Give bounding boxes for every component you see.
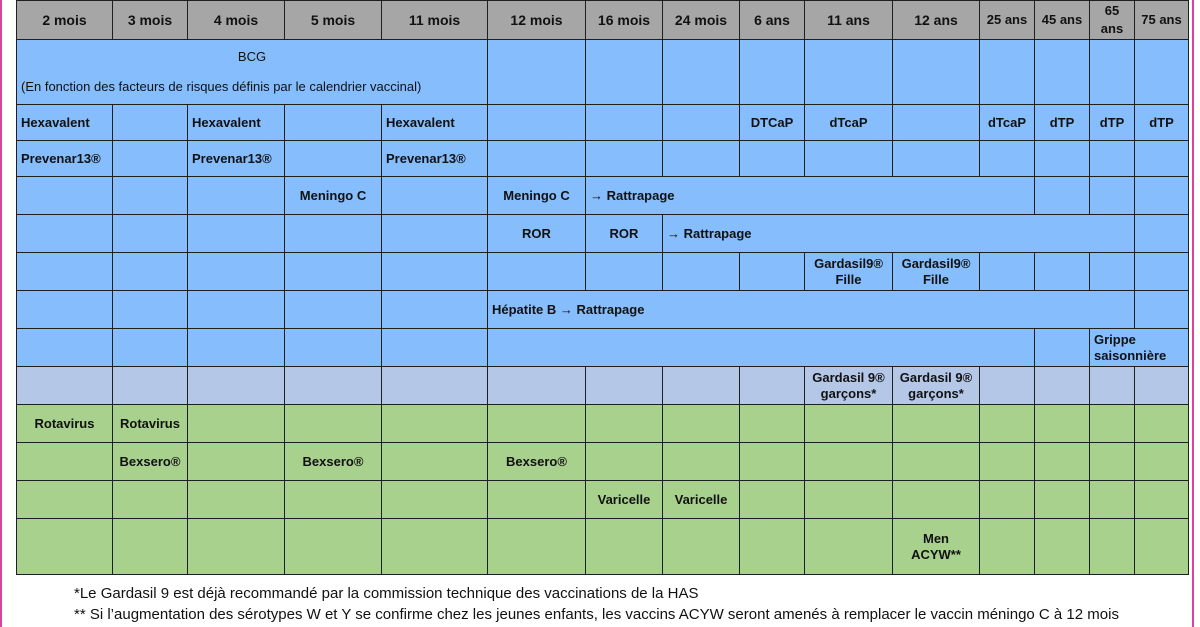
cell [980, 481, 1035, 519]
cell [1135, 141, 1189, 177]
col-header: 12 ans [893, 1, 980, 40]
col-header: 45 ans [1035, 1, 1090, 40]
row-ror [17, 215, 1189, 253]
hepatite-b-catchup: Hépatite B → Rattrapage [488, 291, 1135, 329]
cell [1090, 443, 1135, 481]
cell [188, 177, 285, 215]
cell [285, 405, 382, 443]
cell [17, 329, 113, 367]
row-varicelle [17, 481, 1189, 519]
cell [382, 253, 488, 291]
dtcap-25a: dTcaP [980, 105, 1035, 141]
cell [663, 253, 740, 291]
cell [382, 215, 488, 253]
footnote-2: ** Si l’augmentation des sérotypes W et Y se confirme chez les jeunes enfants, les vaccins ACYW seront amenés à remplacer le vaccin méningo C à 12 mois [74, 606, 1119, 623]
cell [382, 177, 488, 215]
cell [285, 329, 382, 367]
cell [586, 367, 663, 405]
gardasil-target: garçons* [820, 385, 877, 401]
cell [586, 443, 663, 481]
cell [893, 405, 980, 443]
row-men-acyw [17, 519, 1189, 575]
cell [1035, 367, 1090, 405]
cell [1090, 519, 1135, 575]
cell [740, 443, 805, 481]
cell [285, 253, 382, 291]
cell [488, 141, 586, 177]
grippe-line1: Grippe [1094, 331, 1136, 347]
cell [805, 481, 893, 519]
men-line2: ACYW** [911, 546, 961, 562]
cell [1135, 215, 1189, 253]
cell [188, 215, 285, 253]
cell [1035, 40, 1090, 105]
footnotes [74, 583, 1119, 625]
cell [663, 367, 740, 405]
cell [382, 367, 488, 405]
cell [17, 291, 113, 329]
cell [488, 105, 586, 141]
cell [1135, 443, 1189, 481]
hexavalent-11m: Hexavalent [382, 105, 488, 141]
gardasil-name: Gardasil 9® [812, 369, 885, 385]
gardasil-garcons-12a [893, 367, 980, 405]
row-rotavirus [17, 405, 1189, 443]
row-grippe [17, 329, 1189, 367]
cell [1035, 443, 1090, 481]
cell [980, 519, 1035, 575]
cell [488, 40, 586, 105]
cell [382, 329, 488, 367]
cell [17, 177, 113, 215]
cell [805, 519, 893, 575]
gardasil-name: Gardasil9® [814, 255, 883, 271]
cell [488, 367, 586, 405]
cell [663, 519, 740, 575]
cell [586, 105, 663, 141]
cell [586, 141, 663, 177]
bexsero-3m: Bexsero® [113, 443, 188, 481]
cell [1135, 367, 1189, 405]
col-header: 11 mois [382, 1, 488, 40]
cell [805, 405, 893, 443]
cell [1035, 405, 1090, 443]
cell [188, 253, 285, 291]
cell [1090, 481, 1135, 519]
cell [663, 443, 740, 481]
rotavirus-2m: Rotavirus [17, 405, 113, 443]
bexsero-12m: Bexsero® [488, 443, 586, 481]
cell [805, 141, 893, 177]
col-header: 5 mois [285, 1, 382, 40]
dtp-45a: dTP [1035, 105, 1090, 141]
bcg-note: (En fonction des facteurs de risques définis par le calendrier vaccinal) [21, 79, 422, 94]
cell [17, 215, 113, 253]
cell [113, 329, 188, 367]
row-gardasil-garcons [17, 367, 1189, 405]
cell [805, 40, 893, 105]
hexavalent-2m: Hexavalent [17, 105, 113, 141]
cell [893, 443, 980, 481]
grippe-line2: saisonnière [1094, 347, 1167, 363]
col-header: 25 ans [980, 1, 1035, 40]
cell [1090, 367, 1135, 405]
rotavirus-3m: Rotavirus [113, 405, 188, 443]
footnote-1: *Le Gardasil 9 est déjà recommandé par la commission technique des vaccinations de la HAS [74, 585, 699, 602]
cell [113, 215, 188, 253]
cell [17, 481, 113, 519]
cell [382, 481, 488, 519]
cell [980, 40, 1035, 105]
cell [740, 519, 805, 575]
dtp-65a: dTP [1090, 105, 1135, 141]
cell [586, 519, 663, 575]
ror-catchup: → Rattrapage [663, 215, 1135, 253]
meningo-catchup: → Rattrapage [586, 177, 1035, 215]
cell [285, 481, 382, 519]
cell [740, 253, 805, 291]
gardasil-target: Fille [922, 271, 949, 287]
cell [17, 443, 113, 481]
cell [893, 481, 980, 519]
gardasil-name: Gardasil 9® [899, 369, 973, 385]
cell [1135, 253, 1189, 291]
cell [1035, 141, 1090, 177]
cell [1035, 329, 1090, 367]
cell [893, 40, 980, 105]
cell [663, 40, 740, 105]
cell [382, 443, 488, 481]
cell [488, 253, 586, 291]
cell [1135, 291, 1189, 329]
cell [1135, 177, 1189, 215]
cell [285, 141, 382, 177]
ror-16m: ROR [586, 215, 663, 253]
col-header: 4 mois [188, 1, 285, 40]
cell [17, 519, 113, 575]
bcg-cell [17, 40, 488, 105]
cell [893, 141, 980, 177]
cell [1135, 519, 1189, 575]
col-header: 6 ans [740, 1, 805, 40]
row-dtp [17, 105, 1189, 141]
cell [1035, 177, 1090, 215]
cell [663, 105, 740, 141]
cell [113, 105, 188, 141]
cell [980, 367, 1035, 405]
prevenar-11m: Prevenar13® [382, 141, 488, 177]
cell [285, 367, 382, 405]
cell [188, 367, 285, 405]
cell [188, 329, 285, 367]
cell [285, 215, 382, 253]
cell [1090, 177, 1135, 215]
row-gardasil-fille [17, 253, 1189, 291]
cell [805, 443, 893, 481]
cell [113, 367, 188, 405]
col-header: 24 mois [663, 1, 740, 40]
cell [113, 141, 188, 177]
cell [980, 443, 1035, 481]
cell [663, 141, 740, 177]
gardasil-target: Fille [835, 271, 862, 287]
cell [893, 105, 980, 141]
cell [1135, 481, 1189, 519]
cell [488, 329, 1035, 367]
cell [1090, 40, 1135, 105]
header-row [17, 1, 1189, 40]
gardasil-target: garçons* [908, 385, 964, 401]
cell [188, 405, 285, 443]
cell [188, 291, 285, 329]
cell [382, 519, 488, 575]
cell [17, 367, 113, 405]
varicelle-24m: Varicelle [663, 481, 740, 519]
row-hepatite-b [17, 291, 1189, 329]
cell [1035, 253, 1090, 291]
cell [285, 105, 382, 141]
gardasil-garcons-11a [805, 367, 893, 405]
hexavalent-4m: Hexavalent [188, 105, 285, 141]
cell [586, 405, 663, 443]
col-header: 75 ans [1135, 1, 1189, 40]
prevenar-4m: Prevenar13® [188, 141, 285, 177]
cell [285, 519, 382, 575]
cell [740, 367, 805, 405]
cell [740, 40, 805, 105]
cell [17, 253, 113, 291]
col-header: 2 mois [17, 1, 113, 40]
row-prevenar [17, 141, 1189, 177]
cell [1135, 40, 1189, 105]
cell [586, 40, 663, 105]
vaccination-schedule-table [16, 0, 1189, 575]
prevenar-2m: Prevenar13® [17, 141, 113, 177]
col-header: 3 mois [113, 1, 188, 40]
cell [586, 253, 663, 291]
gardasil-fille-12a [893, 253, 980, 291]
cell [980, 253, 1035, 291]
bexsero-5m: Bexsero® [285, 443, 382, 481]
dtcap-6a: DTCaP [740, 105, 805, 141]
cell [1090, 405, 1135, 443]
cell [188, 481, 285, 519]
bcg-title: BCG [237, 49, 267, 64]
row-bexsero [17, 443, 1189, 481]
cell [113, 519, 188, 575]
cell [188, 519, 285, 575]
gardasil-name: Gardasil9® [901, 255, 971, 271]
cell [382, 405, 488, 443]
row-meningo [17, 177, 1189, 215]
dtp-75a: dTP [1135, 105, 1189, 141]
cell [663, 405, 740, 443]
cell [740, 481, 805, 519]
meningo-12m: Meningo C [488, 177, 586, 215]
varicelle-16m: Varicelle [586, 481, 663, 519]
gardasil-fille-11a [805, 253, 893, 291]
cell [488, 405, 586, 443]
cell [740, 405, 805, 443]
col-header: 65 ans [1090, 1, 1135, 40]
cell [188, 443, 285, 481]
row-bcg [17, 40, 1189, 105]
cell [1090, 141, 1135, 177]
cell [113, 481, 188, 519]
cell [1035, 519, 1090, 575]
cell [488, 519, 586, 575]
col-header: 16 mois [586, 1, 663, 40]
cell [488, 481, 586, 519]
cell [980, 405, 1035, 443]
men-line1: Men [923, 530, 949, 546]
cell [113, 253, 188, 291]
dtcap-11a: dTcaP [805, 105, 893, 141]
cell [740, 141, 805, 177]
cell [113, 177, 188, 215]
col-header: 11 ans [805, 1, 893, 40]
grippe-saisonniere [1090, 329, 1189, 367]
cell [285, 291, 382, 329]
cell [980, 141, 1035, 177]
col-header: 12 mois [488, 1, 586, 40]
men-acyw-12a [893, 519, 980, 575]
cell [1090, 253, 1135, 291]
meningo-5m: Meningo C [285, 177, 382, 215]
cell [1135, 405, 1189, 443]
cell [382, 291, 488, 329]
cell [113, 291, 188, 329]
ror-12m: ROR [488, 215, 586, 253]
cell [1035, 481, 1090, 519]
